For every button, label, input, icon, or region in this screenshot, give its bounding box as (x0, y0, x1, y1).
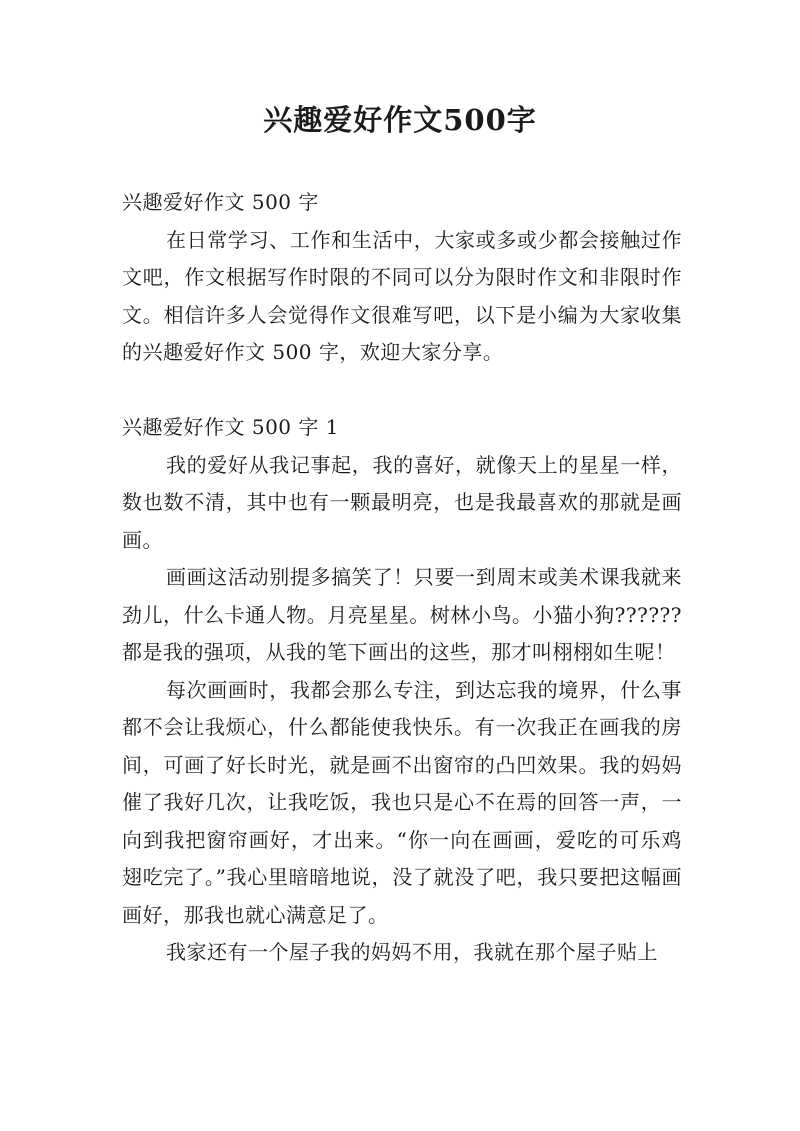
intro-heading: 兴趣爱好作文 500 字 (122, 190, 319, 214)
section1-paragraph-1: 我的爱好从我记事起，我的喜好，就像天上的星星一样，数也数不清，其中也有一颗最明亮，也是我最喜欢的那就是画画。 (122, 452, 682, 552)
section1-paragraph-4: 我家还有一个屋子我的妈妈不用，我就在那个屋子贴上 (166, 940, 658, 964)
section1-paragraph-3: 每次画画时，我都会那么专注，到达忘我的境界，什么事都不会让我烦心，什么都能使我快乐。有一次我正在画我的房间，可画了好长时光，就是画不出窗帘的凸凹效果。我的妈妈催了我好几次，让我吃饭，我也只是心不在焉的回答一声，一向到我把窗帘画好，才出来。“你一向在画画，爱吃的可乐鸡翅吃完了。”我心里暗暗地说，没了就没了吧，我只要把这幅画画好，那我也就心满意足了。 (122, 677, 682, 927)
section1-heading: 兴趣爱好作文 500 字 1 (122, 415, 339, 439)
document-title: 兴趣爱好作文500字 (263, 103, 537, 137)
section-spacer (122, 372, 682, 410)
document-body (122, 184, 682, 972)
intro-paragraph: 在日常学习、工作和生活中，大家或多或少都会接触过作文吧，作文根据写作时限的不同可以分为限时作文和非限时作文。相信许多人会觉得作文很难写吧，以下是小编为大家收集的兴趣爱好作文 500 字，欢迎大家分享。 (122, 227, 682, 364)
section1-paragraph-2: 画画这活动别提多搞笑了！只要一到周末或美术课我就来劲儿，什么卡通人物。月亮星星。树林小鸟。小猫小狗??????都是我的强项，从我的笔下画出的这些，那才叫栩栩如生呢！ (122, 565, 682, 664)
